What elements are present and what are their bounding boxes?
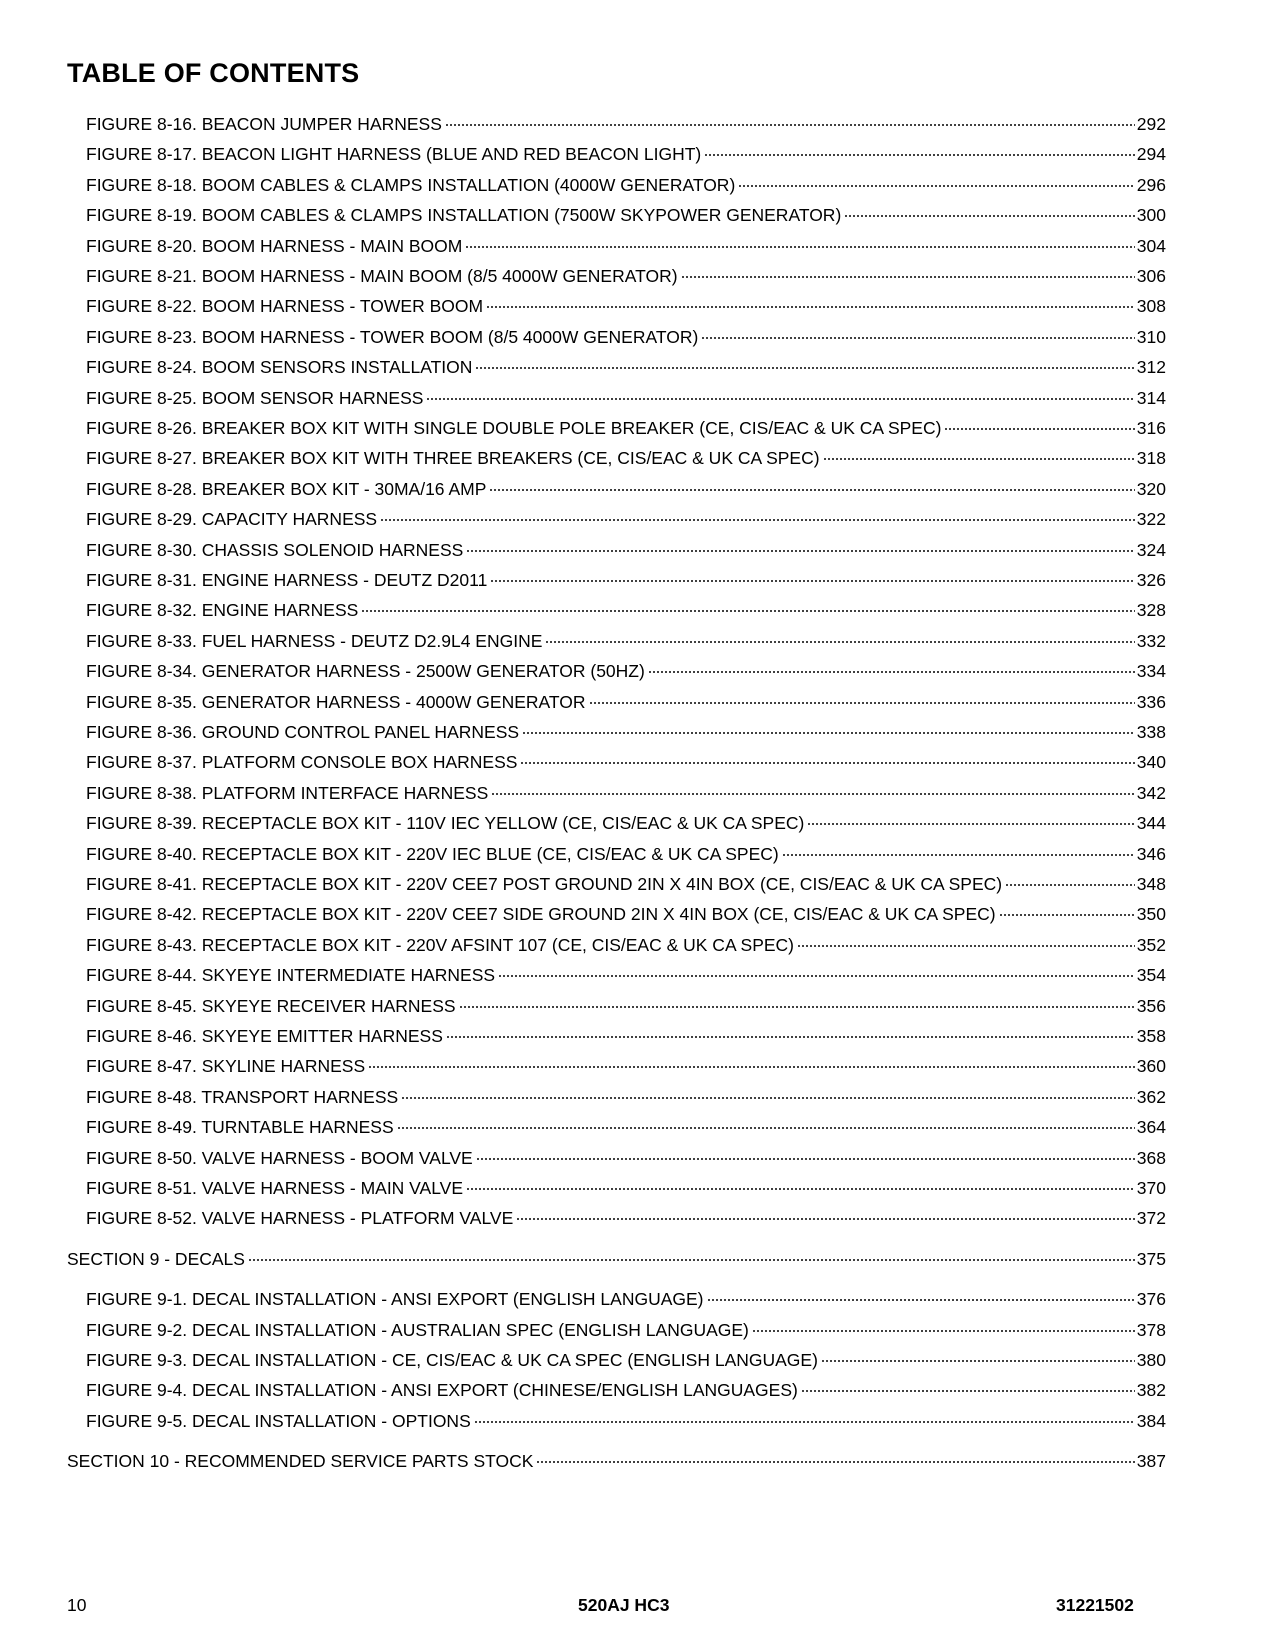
dot-leader xyxy=(401,1079,1135,1103)
toc-entry-page-number: 324 xyxy=(1136,540,1166,560)
toc-entry-title: FIGURE 8-17. BEACON LIGHT HARNESS (BLUE AND RED BEACON LIGHT) xyxy=(86,144,702,164)
footer-doc-number: 31221502 xyxy=(1056,1595,1134,1615)
toc-figure-entry[interactable] xyxy=(86,197,1166,225)
toc-entry-page-number: 312 xyxy=(1136,357,1166,377)
toc-entry-page-number: 375 xyxy=(1136,1249,1166,1269)
toc-figure-entry[interactable] xyxy=(86,988,1166,1016)
toc-entry-page-number: 376 xyxy=(1136,1289,1166,1309)
dot-leader xyxy=(823,440,1135,464)
toc-figure-entry[interactable] xyxy=(86,1170,1166,1198)
toc-entry-page-number: 344 xyxy=(1136,813,1166,833)
toc-figure-entry[interactable] xyxy=(86,623,1166,651)
dot-leader xyxy=(522,714,1135,738)
toc-entry-page-number: 334 xyxy=(1136,661,1166,681)
toc-figure-entry[interactable] xyxy=(86,775,1166,803)
dot-leader xyxy=(844,197,1135,221)
toc-entry-page-number: 304 xyxy=(1136,236,1166,256)
toc-entry-page-number: 348 xyxy=(1136,874,1166,894)
toc-figure-entry[interactable] xyxy=(86,228,1166,256)
toc-entry-page-number: 332 xyxy=(1136,631,1166,651)
toc-entry-page-number: 354 xyxy=(1136,965,1166,985)
toc-figure-entry[interactable] xyxy=(86,440,1166,468)
toc-entry-page-number: 362 xyxy=(1136,1087,1166,1107)
toc-entry-title: FIGURE 8-21. BOOM HARNESS - MAIN BOOM (8/5 4000W GENERATOR) xyxy=(86,266,678,286)
dot-leader xyxy=(589,684,1135,708)
toc-entry-page-number: 306 xyxy=(1136,266,1166,286)
toc-entry-title: FIGURE 8-47. SKYLINE HARNESS xyxy=(86,1056,366,1076)
toc-figure-entry[interactable] xyxy=(86,744,1166,772)
toc-figure-entry[interactable] xyxy=(86,714,1166,742)
toc-entry-title: FIGURE 8-26. BREAKER BOX KIT WITH SINGLE DOUBLE POLE BREAKER (CE, CIS/EAC & UK CA SPEC) xyxy=(86,418,942,438)
dot-leader xyxy=(459,988,1135,1012)
toc-figure-entry[interactable] xyxy=(86,562,1166,590)
toc-entry-page-number: 378 xyxy=(1136,1320,1166,1340)
toc-entry-title: FIGURE 8-42. RECEPTACLE BOX KIT - 220V CEE7 SIDE GROUND 2IN X 4IN BOX (CE, CIS/EAC & UK CA SPEC) xyxy=(86,904,996,924)
toc-entry-title: FIGURE 8-30. CHASSIS SOLENOID HARNESS xyxy=(86,540,464,560)
toc-figure-entry[interactable] xyxy=(86,1048,1166,1076)
toc-figure-entry[interactable] xyxy=(86,167,1166,195)
toc-entry-page-number: 322 xyxy=(1136,509,1166,529)
toc-figure-entry[interactable] xyxy=(86,319,1166,347)
toc-entry-page-number: 384 xyxy=(1136,1411,1166,1431)
toc-section-entry[interactable] xyxy=(67,1443,1166,1471)
toc-entry-page-number: 292 xyxy=(1136,114,1166,134)
dot-leader xyxy=(801,1372,1135,1396)
toc-entry-title: FIGURE 8-29. CAPACITY HARNESS xyxy=(86,509,378,529)
dot-leader xyxy=(445,106,1135,130)
toc-figure-entry[interactable] xyxy=(86,836,1166,864)
toc-figure-entry[interactable] xyxy=(86,1403,1166,1431)
toc-entry-title: FIGURE 8-18. BOOM CABLES & CLAMPS INSTALLATION (4000W GENERATOR) xyxy=(86,175,736,195)
toc-entry-page-number: 338 xyxy=(1136,722,1166,742)
toc-figure-entry[interactable] xyxy=(86,896,1166,924)
toc-section-entry[interactable] xyxy=(67,1241,1166,1269)
footer-page-number: 10 xyxy=(67,1595,87,1615)
dot-leader xyxy=(701,319,1135,343)
toc-entry-title: FIGURE 8-52. VALVE HARNESS - PLATFORM VALVE xyxy=(86,1208,514,1228)
dot-leader xyxy=(361,592,1135,616)
toc-figure-entry[interactable] xyxy=(86,805,1166,833)
toc-entry-title: FIGURE 8-36. GROUND CONTROL PANEL HARNESS xyxy=(86,722,520,742)
dot-leader xyxy=(797,927,1135,951)
toc-entry-page-number: 326 xyxy=(1136,570,1166,590)
dot-leader xyxy=(397,1109,1135,1133)
dot-leader xyxy=(752,1312,1135,1336)
dot-leader xyxy=(545,623,1134,647)
toc-entry-title: FIGURE 8-33. FUEL HARNESS - DEUTZ D2.9L4 ENGINE xyxy=(86,631,543,651)
toc-entry-page-number: 368 xyxy=(1136,1148,1166,1168)
toc-figure-entry[interactable] xyxy=(86,1342,1166,1370)
toc-entry-page-number: 320 xyxy=(1136,479,1166,499)
toc-entry-page-number: 300 xyxy=(1136,205,1166,225)
dot-leader xyxy=(466,532,1134,556)
dot-leader xyxy=(489,471,1134,495)
toc-entry-title: FIGURE 8-23. BOOM HARNESS - TOWER BOOM (8/5 4000W GENERATOR) xyxy=(86,327,699,347)
dot-leader xyxy=(474,1403,1135,1427)
toc-entry-title: FIGURE 8-22. BOOM HARNESS - TOWER BOOM xyxy=(86,296,484,316)
toc-entry-page-number: 318 xyxy=(1136,448,1166,468)
toc-figure-entry[interactable] xyxy=(86,471,1166,499)
toc-figure-entry[interactable] xyxy=(86,1079,1166,1107)
toc-entry-page-number: 364 xyxy=(1136,1117,1166,1137)
toc-entry-title: FIGURE 9-5. DECAL INSTALLATION - OPTIONS xyxy=(86,1411,471,1431)
dot-leader xyxy=(475,349,1134,373)
dot-leader xyxy=(491,775,1135,799)
toc-entry-title: FIGURE 8-27. BREAKER BOX KIT WITH THREE BREAKERS (CE, CIS/EAC & UK CA SPEC) xyxy=(86,448,820,468)
toc-entry-title: FIGURE 9-1. DECAL INSTALLATION - ANSI EXPORT (ENGLISH LANGUAGE) xyxy=(86,1289,704,1309)
toc-entry-title: FIGURE 8-20. BOOM HARNESS - MAIN BOOM xyxy=(86,236,463,256)
dot-leader xyxy=(782,836,1135,860)
toc-entry-title: FIGURE 8-51. VALVE HARNESS - MAIN VALVE xyxy=(86,1178,464,1198)
dot-leader xyxy=(807,805,1134,829)
toc-entry-page-number: 342 xyxy=(1136,783,1166,803)
toc-entry-title: FIGURE 9-2. DECAL INSTALLATION - AUSTRALIAN SPEC (ENGLISH LANGUAGE) xyxy=(86,1320,749,1340)
toc-figure-entry[interactable] xyxy=(86,866,1166,894)
dot-leader xyxy=(520,744,1134,768)
dot-leader xyxy=(648,653,1135,677)
toc-entry-title: SECTION 9 - DECALS xyxy=(67,1249,245,1269)
toc-figure-entry[interactable] xyxy=(86,410,1166,438)
toc-entry-page-number: 370 xyxy=(1136,1178,1166,1198)
toc-entry-title: FIGURE 8-39. RECEPTACLE BOX KIT - 110V IEC YELLOW (CE, CIS/EAC & UK CA SPEC) xyxy=(86,813,805,833)
toc-figure-entry[interactable] xyxy=(86,1109,1166,1137)
toc-entry-title: FIGURE 8-25. BOOM SENSOR HARNESS xyxy=(86,388,424,408)
toc-entry-page-number: 328 xyxy=(1136,600,1166,620)
toc-entry-title: FIGURE 8-45. SKYEYE RECEIVER HARNESS xyxy=(86,996,456,1016)
toc-figure-entry[interactable] xyxy=(86,1372,1166,1400)
dot-leader xyxy=(446,1018,1135,1042)
toc-entry-page-number: 296 xyxy=(1136,175,1166,195)
toc-entry-title: FIGURE 8-31. ENGINE HARNESS - DEUTZ D2011 xyxy=(86,570,488,590)
dot-leader xyxy=(944,410,1134,434)
dot-leader xyxy=(476,1140,1135,1164)
toc-figure-entry[interactable] xyxy=(86,501,1166,529)
toc-entry-title: FIGURE 8-35. GENERATOR HARNESS - 4000W GENERATOR xyxy=(86,692,586,712)
toc-entry-page-number: 387 xyxy=(1136,1451,1166,1471)
dot-leader xyxy=(516,1200,1135,1224)
dot-leader xyxy=(738,167,1135,191)
toc-entry-title: FIGURE 8-28. BREAKER BOX KIT - 30MA/16 AMP xyxy=(86,479,487,499)
toc-figure-entry[interactable] xyxy=(86,684,1166,712)
toc-entry-title: FIGURE 8-16. BEACON JUMPER HARNESS xyxy=(86,114,442,134)
toc-figure-entry[interactable] xyxy=(86,380,1166,408)
dot-leader xyxy=(1005,866,1135,890)
footer-model: 520AJ HC3 xyxy=(578,1595,670,1615)
toc-entry-title: FIGURE 8-41. RECEPTACLE BOX KIT - 220V CEE7 POST GROUND 2IN X 4IN BOX (CE, CIS/EAC & UK CA SPEC) xyxy=(86,874,1003,894)
dot-leader xyxy=(821,1342,1135,1366)
toc-entry-title: FIGURE 8-50. VALVE HARNESS - BOOM VALVE xyxy=(86,1148,473,1168)
toc-entry-page-number: 310 xyxy=(1136,327,1166,347)
toc-entry-title: FIGURE 8-49. TURNTABLE HARNESS xyxy=(86,1117,394,1137)
toc-entry-page-number: 346 xyxy=(1136,844,1166,864)
toc-figure-entry[interactable] xyxy=(86,349,1166,377)
toc-entry-page-number: 294 xyxy=(1136,144,1166,164)
toc-figure-entry[interactable] xyxy=(86,653,1166,681)
toc-entry-title: FIGURE 8-38. PLATFORM INTERFACE HARNESS xyxy=(86,783,489,803)
toc-entry-page-number: 314 xyxy=(1136,388,1166,408)
toc-figure-entry[interactable] xyxy=(86,1312,1166,1340)
toc-entry-title: FIGURE 8-19. BOOM CABLES & CLAMPS INSTALLATION (7500W SKYPOWER GENERATOR) xyxy=(86,205,842,225)
toc-entry-title: FIGURE 9-3. DECAL INSTALLATION - CE, CIS/EAC & UK CA SPEC (ENGLISH LANGUAGE) xyxy=(86,1350,818,1370)
dot-leader xyxy=(536,1443,1134,1467)
toc-entry-page-number: 308 xyxy=(1136,296,1166,316)
toc-figure-entry[interactable] xyxy=(86,1200,1166,1228)
toc-figure-entry[interactable] xyxy=(86,106,1166,134)
toc-entry-title: FIGURE 8-32. ENGINE HARNESS xyxy=(86,600,359,620)
toc-entry-page-number: 356 xyxy=(1136,996,1166,1016)
dot-leader xyxy=(380,501,1135,525)
dot-leader xyxy=(999,896,1135,920)
toc-entry-page-number: 336 xyxy=(1136,692,1166,712)
toc-entry-title: SECTION 10 - RECOMMENDED SERVICE PARTS STOCK xyxy=(67,1451,534,1471)
toc-entry-page-number: 360 xyxy=(1136,1056,1166,1076)
dot-leader xyxy=(681,258,1135,282)
dot-leader xyxy=(486,288,1135,312)
toc-figure-entry[interactable] xyxy=(86,288,1166,316)
toc-figure-entry[interactable] xyxy=(86,1281,1166,1309)
toc-figure-entry[interactable] xyxy=(86,136,1166,164)
toc-entry-title: FIGURE 8-48. TRANSPORT HARNESS xyxy=(86,1087,399,1107)
dot-leader xyxy=(707,1281,1135,1305)
toc-entry-title: FIGURE 8-37. PLATFORM CONSOLE BOX HARNESS xyxy=(86,752,518,772)
toc-entry-page-number: 372 xyxy=(1136,1208,1166,1228)
toc-figure-entry[interactable] xyxy=(86,592,1166,620)
dot-leader xyxy=(248,1241,1135,1265)
dot-leader xyxy=(368,1048,1135,1072)
dot-leader xyxy=(426,380,1134,404)
dot-leader xyxy=(490,562,1135,586)
toc-entry-page-number: 380 xyxy=(1136,1350,1166,1370)
toc-figure-entry[interactable] xyxy=(86,1140,1166,1168)
dot-leader xyxy=(704,136,1135,160)
toc-figure-entry[interactable] xyxy=(86,927,1166,955)
dot-leader xyxy=(465,228,1134,252)
toc-entry-title: FIGURE 8-24. BOOM SENSORS INSTALLATION xyxy=(86,357,473,377)
toc-figure-entry[interactable] xyxy=(86,532,1166,560)
toc-entry-title: FIGURE 8-46. SKYEYE EMITTER HARNESS xyxy=(86,1026,443,1046)
toc-entry-page-number: 340 xyxy=(1136,752,1166,772)
toc-figure-entry[interactable] xyxy=(86,957,1166,985)
toc-entry-title: FIGURE 8-44. SKYEYE INTERMEDIATE HARNESS xyxy=(86,965,496,985)
page-title: TABLE OF CONTENTS xyxy=(67,58,360,88)
toc-entry-title: FIGURE 8-40. RECEPTACLE BOX KIT - 220V IEC BLUE (CE, CIS/EAC & UK CA SPEC) xyxy=(86,844,779,864)
toc-entry-page-number: 316 xyxy=(1136,418,1166,438)
toc-figure-entry[interactable] xyxy=(86,258,1166,286)
toc-entry-title: FIGURE 8-34. GENERATOR HARNESS - 2500W GENERATOR (50HZ) xyxy=(86,661,645,681)
toc-entry-page-number: 352 xyxy=(1136,935,1166,955)
toc-entry-page-number: 382 xyxy=(1136,1380,1166,1400)
toc-entry-title: FIGURE 8-43. RECEPTACLE BOX KIT - 220V AFSINT 107 (CE, CIS/EAC & UK CA SPEC) xyxy=(86,935,794,955)
dot-leader xyxy=(466,1170,1135,1194)
toc-figure-entry[interactable] xyxy=(86,1018,1166,1046)
dot-leader xyxy=(498,957,1135,981)
toc-entry-title: FIGURE 9-4. DECAL INSTALLATION - ANSI EXPORT (CHINESE/ENGLISH LANGUAGES) xyxy=(86,1380,798,1400)
toc-entry-page-number: 350 xyxy=(1136,904,1166,924)
toc-entry-page-number: 358 xyxy=(1136,1026,1166,1046)
